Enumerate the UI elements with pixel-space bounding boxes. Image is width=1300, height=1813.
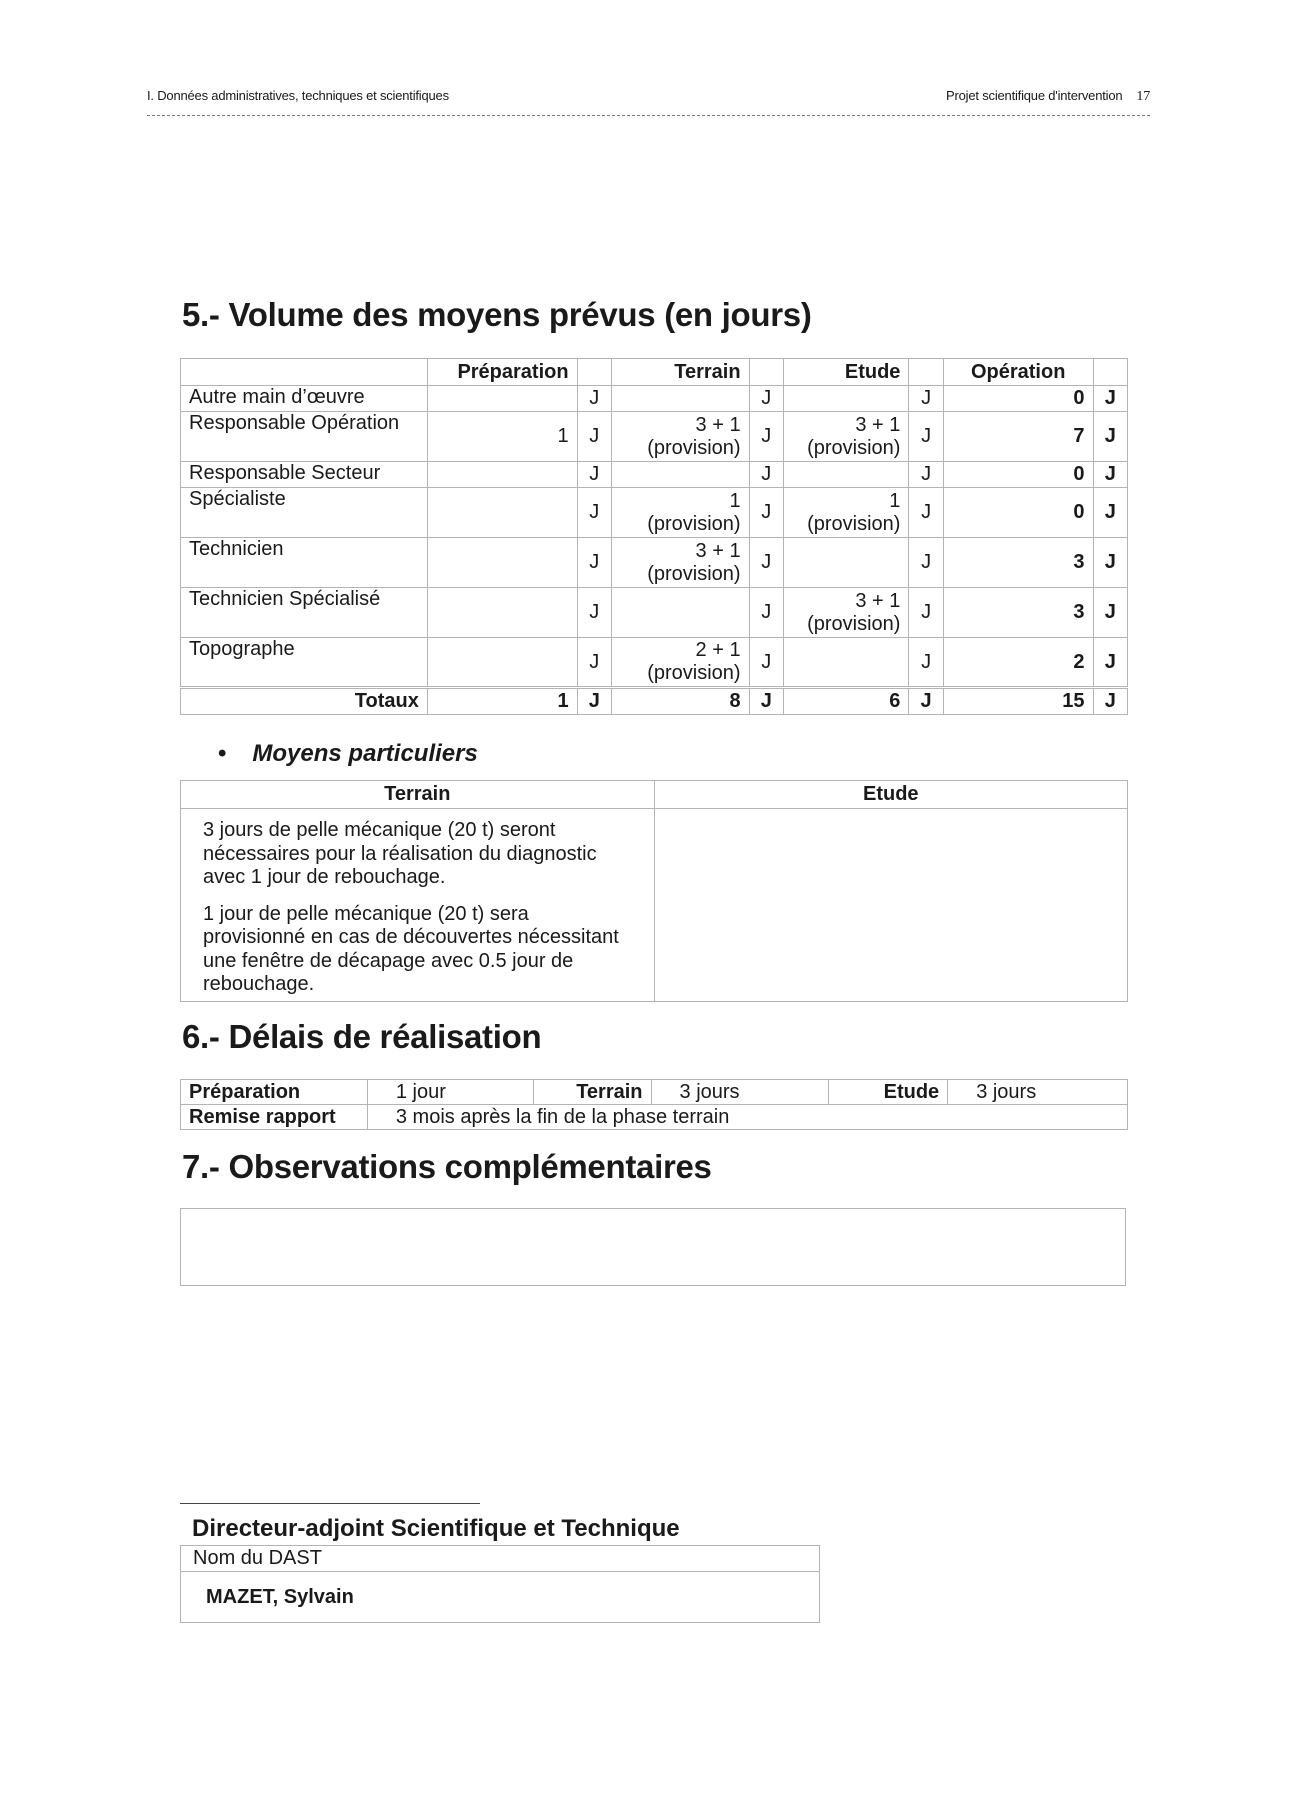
volume-header-row xyxy=(181,359,1128,386)
etude-cell xyxy=(783,538,908,588)
moyens-table xyxy=(180,780,1128,1002)
terrain-cell xyxy=(611,412,749,462)
totals-terrain: 8 xyxy=(611,688,749,715)
etude-cell-value: 3 + 1 xyxy=(855,589,901,612)
totals-operation: 15 xyxy=(943,688,1093,715)
totals-etude: 6 xyxy=(783,688,908,715)
row-label: Topographe xyxy=(181,638,428,688)
row-label: Spécialiste xyxy=(181,488,428,538)
row-label: Responsable Opération xyxy=(181,412,428,462)
volume-row xyxy=(181,412,1128,462)
running-header xyxy=(147,85,1150,116)
unit-j: J xyxy=(577,538,611,588)
moyens-terrain-paragraph-2: 1 jour de pelle mécanique (20 t) sera provisionné en cas de découvertes nécessitant une fenêtre de décapage avec 0.5 jour de rebouchage. xyxy=(203,902,619,995)
unit-j: J xyxy=(749,588,783,638)
running-header-title: Projet scientifique d'intervention xyxy=(946,88,1123,103)
unit-j: J xyxy=(909,462,943,488)
unit-j: J xyxy=(749,538,783,588)
col-preparation: Préparation xyxy=(427,359,577,386)
col-operation: Opération xyxy=(943,359,1093,386)
unit-j: J xyxy=(749,412,783,462)
unit-j: J xyxy=(1093,688,1127,715)
unit-j: J xyxy=(749,488,783,538)
volume-row xyxy=(181,638,1128,688)
section-5-title: 5.- Volume des moyens prévus (en jours) xyxy=(182,296,812,333)
dast-title: Directeur-adjoint Scientifique et Technique xyxy=(192,1515,680,1542)
prep-value xyxy=(427,638,577,688)
unit-j: J xyxy=(909,386,943,412)
operation-value: 0 xyxy=(943,386,1093,412)
terrain-cell-value: 3 + 1 xyxy=(695,413,741,436)
delais-prep-label: Préparation xyxy=(181,1080,368,1105)
dast-table xyxy=(180,1545,820,1623)
unit-j: J xyxy=(909,688,943,715)
row-label: Autre main d’œuvre xyxy=(181,386,428,412)
prep-value: 1 xyxy=(427,412,577,462)
unit-j: J xyxy=(1093,386,1127,412)
delais-terrain-label: Terrain xyxy=(533,1080,651,1105)
row-label: Technicien xyxy=(181,538,428,588)
moyens-heading xyxy=(218,740,478,768)
etude-cell xyxy=(783,386,908,412)
operation-value: 0 xyxy=(943,488,1093,538)
terrain-cell xyxy=(611,638,749,688)
dast-label-row xyxy=(181,1546,820,1572)
volume-row xyxy=(181,488,1128,538)
operation-value: 3 xyxy=(943,588,1093,638)
etude-cell xyxy=(783,462,908,488)
running-header-left: I. Données administratives, techniques et scientifiques xyxy=(147,88,449,103)
separator-line xyxy=(180,1503,480,1504)
volume-table xyxy=(180,358,1128,715)
unit-j: J xyxy=(577,588,611,638)
unit-j: J xyxy=(1093,588,1127,638)
unit-j: J xyxy=(577,462,611,488)
unit-j: J xyxy=(749,462,783,488)
terrain-cell-value: 2 + 1 xyxy=(695,639,741,661)
operation-value: 7 xyxy=(943,412,1093,462)
moyens-title: Moyens particuliers xyxy=(252,740,478,767)
unit-j: J xyxy=(577,488,611,538)
delais-prep-value: 1 jour xyxy=(367,1080,533,1105)
unit-j: J xyxy=(749,688,783,715)
terrain-cell-note: (provision) xyxy=(647,662,741,684)
etude-cell-value: 3 + 1 xyxy=(855,413,901,436)
dast-label: Nom du DAST xyxy=(181,1546,820,1572)
prep-value xyxy=(427,488,577,538)
moyens-col-terrain: Terrain xyxy=(181,781,655,809)
unit-j: J xyxy=(909,538,943,588)
dast-name-row xyxy=(181,1572,820,1623)
terrain-cell-note: (provision) xyxy=(647,436,741,459)
terrain-cell xyxy=(611,488,749,538)
terrain-cell-note: (provision) xyxy=(647,512,741,535)
moyens-content-row xyxy=(181,809,1128,1002)
operation-value: 0 xyxy=(943,462,1093,488)
col-etude: Etude xyxy=(783,359,908,386)
unit-j: J xyxy=(577,386,611,412)
terrain-cell-value: 1 xyxy=(729,489,741,512)
col-terrain: Terrain xyxy=(611,359,749,386)
delais-row-phases xyxy=(181,1080,1128,1105)
volume-header-empty xyxy=(181,359,428,386)
etude-cell xyxy=(783,412,908,462)
unit-j: J xyxy=(749,638,783,688)
operation-value: 3 xyxy=(943,538,1093,588)
etude-cell xyxy=(783,488,908,538)
moyens-col-etude: Etude xyxy=(654,781,1127,809)
dast-name: MAZET, Sylvain xyxy=(181,1572,820,1623)
unit-j: J xyxy=(577,412,611,462)
unit-j: J xyxy=(577,638,611,688)
prep-value xyxy=(427,386,577,412)
etude-cell-note: (provision) xyxy=(807,512,901,535)
prep-value xyxy=(427,588,577,638)
operation-value: 2 xyxy=(943,638,1093,688)
prep-value xyxy=(427,462,577,488)
section-7-title: 7.- Observations complémentaires xyxy=(182,1148,712,1185)
terrain-cell xyxy=(611,462,749,488)
col-unit-3 xyxy=(909,359,943,386)
moyens-header-row xyxy=(181,781,1128,809)
volume-row xyxy=(181,538,1128,588)
unit-j: J xyxy=(1093,488,1127,538)
terrain-cell xyxy=(611,386,749,412)
unit-j: J xyxy=(577,688,611,715)
totals-label: Totaux xyxy=(181,688,428,715)
moyens-terrain-cell xyxy=(181,809,655,1002)
unit-j: J xyxy=(909,588,943,638)
unit-j: J xyxy=(749,386,783,412)
bullet: • xyxy=(218,740,227,767)
terrain-cell-note: (provision) xyxy=(647,562,741,585)
delais-remise-label: Remise rapport xyxy=(181,1105,368,1130)
etude-cell-note: (provision) xyxy=(807,612,901,635)
unit-j: J xyxy=(909,638,943,688)
totals-prep: 1 xyxy=(427,688,577,715)
etude-cell-value: 1 xyxy=(889,489,901,512)
moyens-terrain-paragraph-1: 3 jours de pelle mécanique (20 t) seront nécessaires pour la réalisation du diagnostic avec 1 jour de rebouchage. xyxy=(203,819,597,888)
delais-etude-value: 3 jours xyxy=(948,1080,1128,1105)
terrain-cell xyxy=(611,538,749,588)
delais-etude-label: Etude xyxy=(829,1080,948,1105)
etude-cell xyxy=(783,638,908,688)
col-unit-4 xyxy=(1093,359,1127,386)
delais-terrain-value: 3 jours xyxy=(651,1080,829,1105)
delais-row-remise xyxy=(181,1105,1128,1130)
unit-j: J xyxy=(1093,538,1127,588)
row-label: Technicien Spécialisé xyxy=(181,588,428,638)
unit-j: J xyxy=(1093,638,1127,688)
etude-cell xyxy=(783,588,908,638)
page-number: 17 xyxy=(1136,89,1150,104)
totals-row xyxy=(181,688,1128,715)
terrain-cell-value: 3 + 1 xyxy=(695,539,741,562)
unit-j: J xyxy=(1093,462,1127,488)
section-6-title: 6.- Délais de réalisation xyxy=(182,1018,542,1055)
unit-j: J xyxy=(909,412,943,462)
observations-box xyxy=(180,1208,1126,1286)
unit-j: J xyxy=(909,488,943,538)
volume-row xyxy=(181,588,1128,638)
col-unit-2 xyxy=(749,359,783,386)
unit-j: J xyxy=(1093,412,1127,462)
running-header-right xyxy=(946,88,1150,105)
row-label: Responsable Secteur xyxy=(181,462,428,488)
delais-remise-value: 3 mois après la fin de la phase terrain xyxy=(367,1105,1127,1130)
volume-row xyxy=(181,462,1128,488)
prep-value xyxy=(427,538,577,588)
etude-cell-note: (provision) xyxy=(807,436,901,459)
delais-table xyxy=(180,1079,1128,1130)
moyens-etude-cell xyxy=(654,809,1127,1002)
volume-row xyxy=(181,386,1128,412)
terrain-cell xyxy=(611,588,749,638)
col-unit-1 xyxy=(577,359,611,386)
